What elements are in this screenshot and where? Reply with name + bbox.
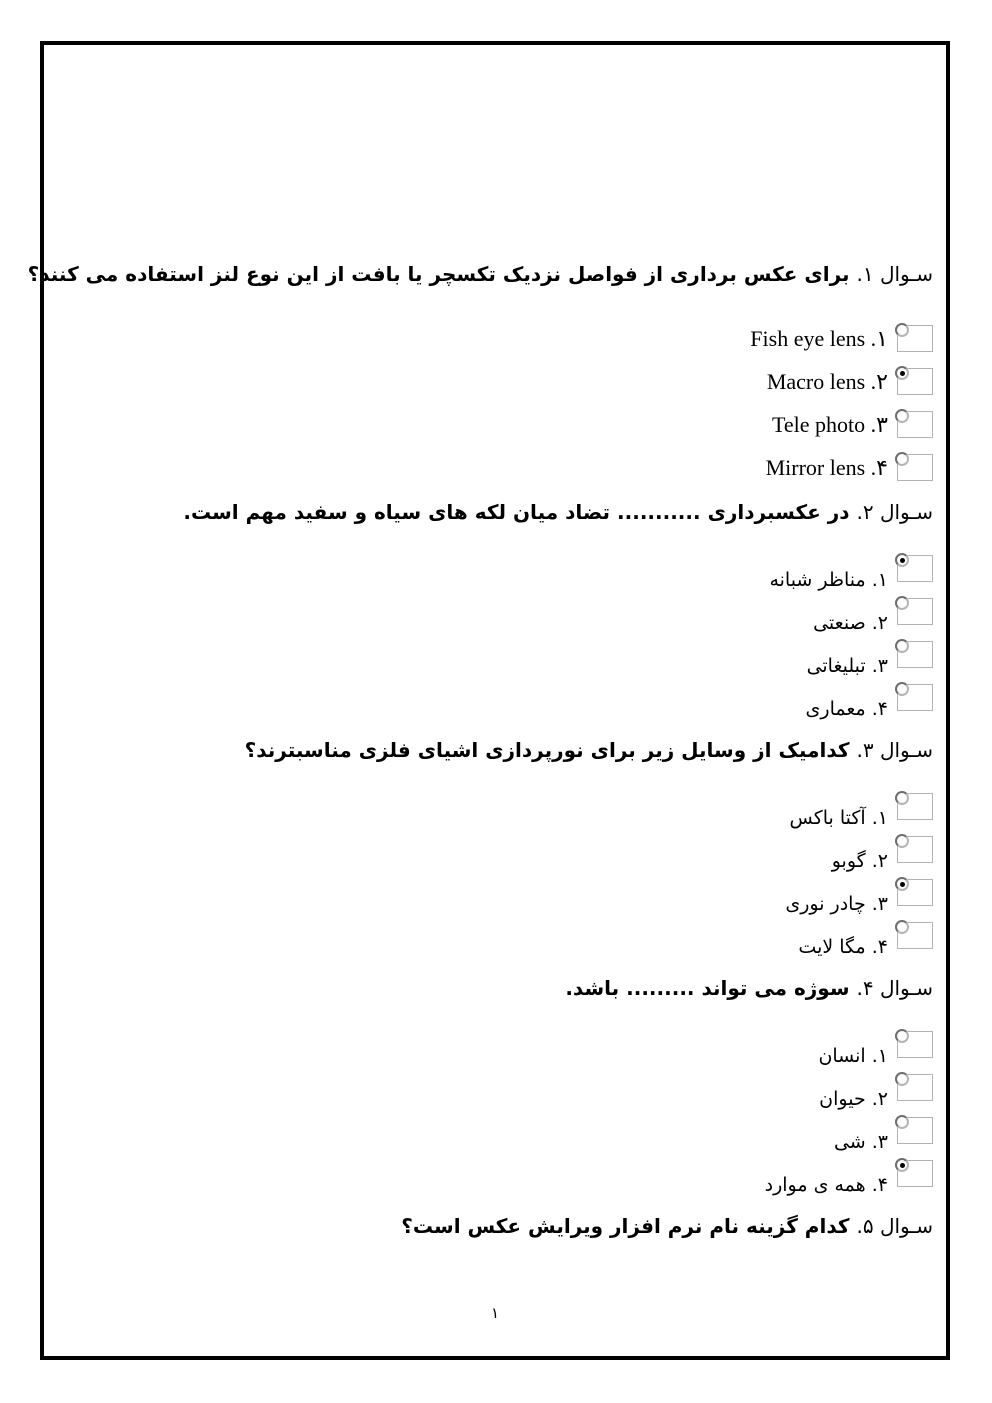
question-text: در عکسبرداری ........... تضاد میان لکه های سیاه و سفید مهم است. (183, 500, 850, 524)
option-row (57, 1117, 933, 1160)
option-label: ۳. Tele photo (772, 411, 888, 437)
radio-cell (897, 454, 933, 481)
option-label: ۲. Macro lens (766, 368, 888, 394)
option-row (57, 403, 933, 446)
question-title (57, 1211, 933, 1241)
option-row (57, 1031, 933, 1074)
radio-button[interactable] (895, 1115, 909, 1129)
radio-button[interactable] (895, 877, 909, 891)
option-row (57, 879, 933, 922)
option-label: ۱. انسان (818, 1044, 888, 1067)
option-label: ۲. صنعتی (813, 611, 888, 634)
option-row (57, 446, 933, 489)
radio-button[interactable] (895, 409, 909, 423)
option-row (57, 922, 933, 965)
option-row (57, 641, 933, 684)
radio-button[interactable] (895, 639, 909, 653)
radio-cell (897, 1160, 933, 1187)
option-label: ۳. تبلیغاتی (806, 654, 888, 677)
question-text: کدام گزینه نام نرم افزار ویرایش عکس است؟ (401, 1214, 850, 1238)
question-number: سـوال ۱. (856, 262, 933, 286)
radio-button[interactable] (895, 1072, 909, 1086)
radio-cell (897, 793, 933, 820)
radio-button[interactable] (895, 1029, 909, 1043)
question-block-5 (57, 1211, 933, 1241)
options-group (57, 793, 933, 965)
radio-button[interactable] (895, 791, 909, 805)
question-block-4 (57, 973, 933, 1203)
radio-button[interactable] (895, 1158, 909, 1172)
options-group (57, 555, 933, 727)
document-page (27, 41, 950, 1360)
question-number: سـوال ۳. (856, 738, 933, 762)
question-text: سوژه می تواند ......... باشد. (565, 976, 850, 1000)
question-title (57, 497, 933, 527)
radio-button[interactable] (895, 553, 909, 567)
radio-cell (897, 598, 933, 625)
option-row (57, 684, 933, 727)
radio-button[interactable] (895, 596, 909, 610)
question-number: سـوال ۲. (856, 500, 933, 524)
radio-button[interactable] (895, 366, 909, 380)
radio-cell (897, 684, 933, 711)
radio-cell (897, 368, 933, 395)
option-row (57, 555, 933, 598)
radio-button[interactable] (895, 682, 909, 696)
radio-cell (897, 879, 933, 906)
option-label: ۴. معماری (805, 697, 888, 720)
radio-cell (897, 1031, 933, 1058)
options-group (57, 1031, 933, 1203)
question-title (27, 259, 933, 289)
options-group (57, 317, 933, 489)
question-text: برای عکس برداری از فواصل نزدیک تکسچر یا بافت از این نوع لنز استفاده می کنند؟ (27, 262, 850, 286)
radio-cell (897, 922, 933, 949)
option-label: ۳. شی (833, 1130, 888, 1153)
option-row (57, 836, 933, 879)
question-number: سـوال ۵. (856, 1214, 933, 1238)
radio-cell (897, 411, 933, 438)
question-block-3 (57, 735, 933, 965)
option-label: ۱. مناظر شبانه (769, 568, 888, 591)
radio-cell (897, 325, 933, 352)
option-label: ۴. مگا لایت (798, 935, 888, 958)
option-label: ۱. Fish eye lens (750, 325, 888, 351)
question-number: سـوال ۴. (856, 976, 933, 1000)
radio-cell (897, 1117, 933, 1144)
option-row (57, 793, 933, 836)
question-title (57, 735, 933, 765)
radio-cell (897, 1074, 933, 1101)
option-label: ۲. گوبو (831, 849, 888, 872)
exam-content (27, 45, 946, 1356)
question-block-1 (27, 259, 933, 489)
option-row (57, 317, 933, 360)
question-block-2 (57, 497, 933, 727)
radio-button[interactable] (895, 920, 909, 934)
option-row (57, 360, 933, 403)
radio-cell (897, 836, 933, 863)
radio-button[interactable] (895, 323, 909, 337)
radio-button[interactable] (895, 452, 909, 466)
option-label: ۴. Mirror lens (765, 454, 888, 480)
question-title (57, 973, 933, 1003)
option-row (57, 1160, 933, 1203)
option-row (57, 598, 933, 641)
option-label: ۳. چادر نوری (785, 892, 888, 915)
radio-button[interactable] (895, 834, 909, 848)
option-label: ۲. حیوان (819, 1087, 888, 1110)
option-label: ۱. آکتا باکس (789, 806, 888, 829)
question-text: کدامیک از وسایل زیر برای نورپردازی اشیای فلزی مناسبترند؟ (244, 738, 850, 762)
radio-cell (897, 555, 933, 582)
option-label: ۴. همه ی موارد (764, 1173, 888, 1196)
option-row (57, 1074, 933, 1117)
page-number: ۱ (490, 1304, 500, 1322)
radio-cell (897, 641, 933, 668)
